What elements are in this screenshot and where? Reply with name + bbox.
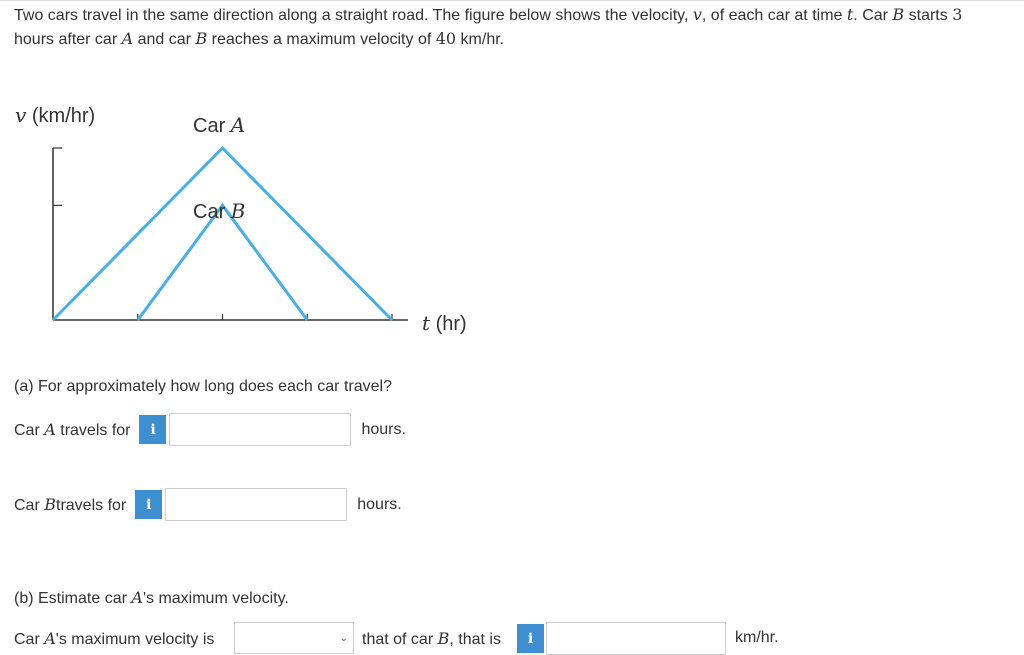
car-a-label: Car A [193, 113, 246, 137]
axis-ticks [53, 148, 392, 320]
chevron-down-icon: ⌄ [339, 632, 348, 644]
info-icon[interactable]: i [517, 624, 544, 653]
car-a-duration-unit: hours. [361, 420, 406, 438]
comparison-label: that of car B, that is [362, 629, 501, 648]
comparison-select[interactable] [234, 622, 354, 654]
car-b-label: Car B [193, 199, 246, 223]
part-a-question: (a) For approximately how long does each car travel? [14, 378, 392, 395]
info-icon[interactable]: i [139, 415, 166, 444]
car-a-duration-label: Car A travels for [14, 419, 131, 439]
x-axis-label: t (hr) [422, 311, 467, 335]
problem-statement: Two cars travel in the same direction along a straight road. The figure below shows the velocity, v, of each car at time t. Car B starts 3 hours after car A and car B reaches a maximum velocity of 40 km/hr. [14, 5, 963, 48]
max-velocity-input[interactable] [546, 622, 726, 655]
car-b-duration-label: Car Btravels for [14, 494, 127, 514]
max-velocity-label: Car A's maximum velocity is [14, 629, 215, 648]
series-line-car-a [53, 148, 392, 320]
top-divider [0, 0, 1024, 1]
car-a-duration-row [14, 413, 406, 446]
car-a-duration-input[interactable] [169, 413, 351, 446]
part-b-question: (b) Estimate car A's maximum velocity. [14, 588, 289, 607]
car-b-duration-input[interactable] [165, 488, 347, 521]
car-b-duration-unit: hours. [357, 495, 402, 513]
car-b-duration-row [14, 488, 402, 521]
y-axis-label: v (km/hr) [15, 103, 96, 127]
velocity-figure [0, 90, 520, 360]
max-velocity-unit: km/hr. [735, 629, 779, 646]
info-icon[interactable]: i [135, 490, 162, 519]
